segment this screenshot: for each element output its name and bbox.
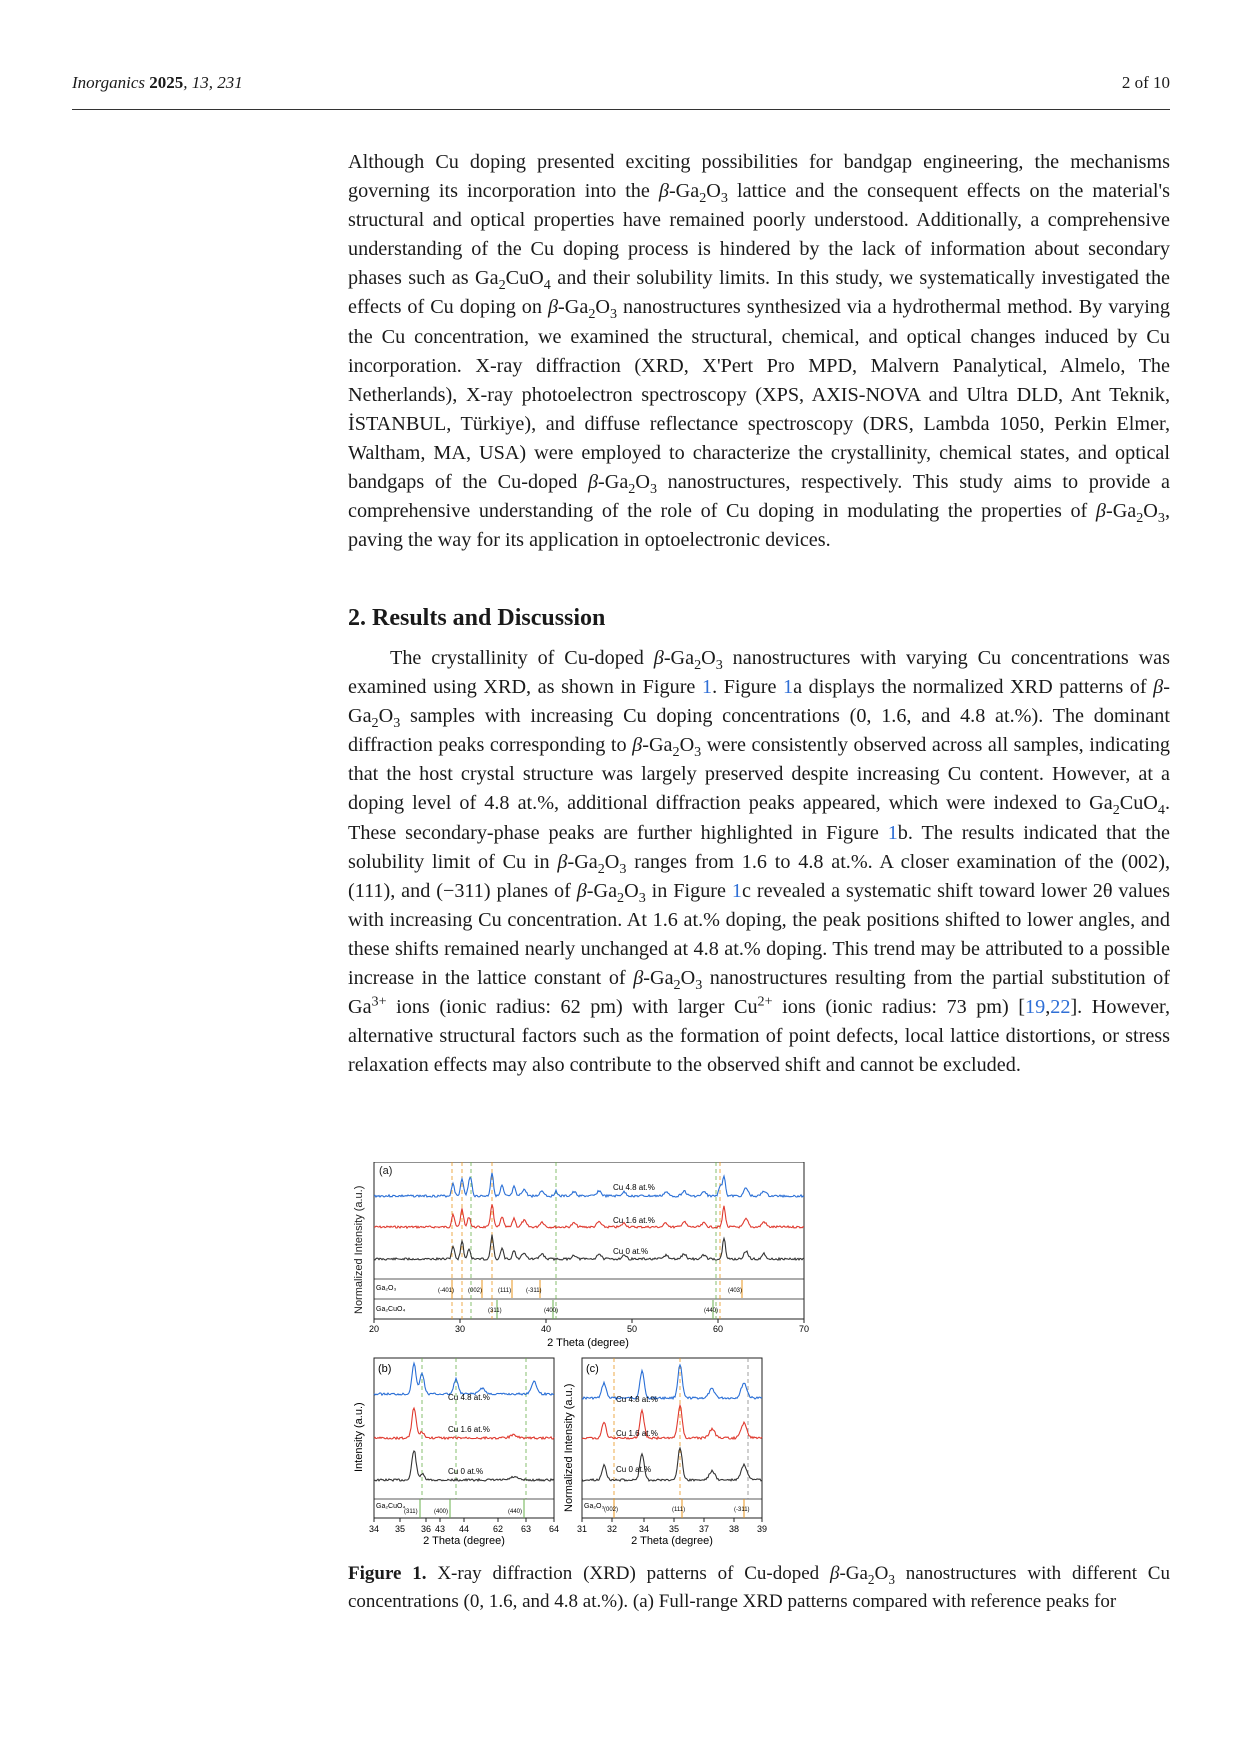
series-label-cu16: Cu 1.6 at.%: [448, 1425, 490, 1434]
ref-peak-label: (111): [498, 1288, 512, 1294]
panel-a-frame: [374, 1162, 804, 1319]
x-tick-label: 37: [698, 1524, 710, 1534]
paragraph-intro: Although Cu doping presented exciting possibilities for bandgap engineering, the mechanisms governing its incorporation into the $\beta-Ga_2O_3$ lattice and the consequent effects on the material's structural and optical properties have remained poorly understood. Additionally, a comprehensive understanding of the Cu doping process is hindered by the lack of information about secondary phases such as $Ga_2CuO_4$ and their solubility limits. In this study, we systematically investigated the effects of Cu doping on $\beta-Ga_2O_3$ nanostructures synthesized via a hydrothermal method. By varying the Cu concentration, we examined the structural, chemical, and optical changes induced by Cu incorporation. X-ray diffraction (XRD, X'Pert Pro MPD, Malvern Panalytical, Almelo, The Netherlands), X-ray photoelectron spectroscopy (XPS, AXIS-NOVA and Ultra DLD, Ant Teknik, İSTANBUL, Türkiye), and diffuse reflectance spectroscopy (DRS, Lambda 1050, Perkin Elmer, Waltham, MA, USA) were employed to characterize the crystallinity, chemical states, and optical bandgaps of the Cu-doped $\beta-Ga_2O_3$ nanostructures, respectively. This study aims to provide a comprehensive understanding of the role of Cu doping in modulating the properties of $\beta-Ga_2O_3$, paving the way for its application in optoelectronic devices.: [348, 151, 1171, 552]
panel-a: [353, 1162, 809, 1349]
journal-volume: 13: [191, 73, 209, 92]
ref-peak-label: (311): [488, 1308, 502, 1314]
series-line-cu48: [374, 1173, 804, 1197]
ref-peak-label: (311): [404, 1509, 418, 1515]
x-tick-label: 35: [668, 1524, 680, 1534]
x-tick-label: 43: [434, 1524, 446, 1534]
x-tick-label: 38: [728, 1524, 740, 1534]
ref-peak-label: (-311): [734, 1507, 750, 1513]
series-label-cu48: Cu 4.8 at.%: [448, 1393, 490, 1402]
ref-peak-label: (002): [468, 1288, 483, 1294]
page-number: 2 of 10: [1121, 73, 1170, 92]
series-line-cu16: [374, 1408, 554, 1439]
series-label-cu48: Cu 4.8 at.%: [613, 1183, 655, 1192]
panel-a-label: (a): [379, 1165, 393, 1177]
ref-peak-label: (-401): [438, 1288, 455, 1294]
panel-c-xlabel: 2 Theta (degree): [631, 1535, 713, 1547]
x-tick-label: 70: [798, 1324, 810, 1334]
x-tick-label: 32: [606, 1524, 618, 1534]
ref-peak-label: (440): [508, 1509, 523, 1515]
series-line-cu0: [374, 1235, 804, 1261]
x-tick-label: 44: [458, 1524, 470, 1534]
panel-c-ylabel: Normalized Intensity (a.u.): [563, 1383, 575, 1512]
reference-link[interactable]: 19: [1025, 996, 1046, 1019]
panel-c: [563, 1358, 767, 1547]
ref-peak-label: (403): [728, 1288, 743, 1294]
x-tick-label: 30: [454, 1324, 466, 1334]
series-line-cu48: [582, 1365, 762, 1399]
panel-b: [353, 1358, 559, 1547]
x-tick-label: 34: [638, 1524, 650, 1534]
series-label-cu16: Cu 1.6 at.%: [616, 1429, 658, 1438]
x-tick-label: 31: [576, 1524, 588, 1534]
xrd-figure-svg: [348, 1162, 818, 1552]
x-tick-label: 34: [368, 1524, 380, 1534]
ref-peak-label: (-311): [526, 1288, 542, 1294]
series-line-cu48: [374, 1363, 554, 1395]
reference-link[interactable]: 22: [1050, 996, 1071, 1019]
ref-ga2o3-name: Ga₂O₃: [584, 1503, 605, 1510]
figure-link[interactable]: 1: [887, 821, 898, 844]
series-line-cu0: [582, 1448, 762, 1481]
x-tick-label: 50: [626, 1324, 638, 1334]
article-number: 231: [217, 73, 243, 92]
figure-caption: Figure 1. X-ray diffraction (XRD) patterns of Cu-doped $\beta-Ga_2O_3$ nanostructures with different Cu concentrations (0, 1.6, and 4.8 at.%). (a) Full-range XRD patterns compared with reference peaks for: [348, 1563, 1170, 1612]
page-header: [72, 73, 1170, 110]
series-line-cu16: [582, 1405, 762, 1439]
ref-peak-label: (002): [604, 1507, 619, 1513]
x-tick-label: 35: [394, 1524, 406, 1534]
series-label-cu0: Cu 0 at.%: [448, 1467, 484, 1476]
figure-link[interactable]: 1: [783, 676, 794, 699]
journal-citation: Inorganics 2025, 13, 231: [72, 73, 243, 92]
panel-b-label: (b): [378, 1363, 392, 1375]
x-tick-label: 63: [520, 1524, 532, 1534]
panel-c-label: (c): [586, 1363, 599, 1375]
figure-link[interactable]: 1: [731, 879, 742, 902]
ref-peak-label: (400): [434, 1509, 449, 1515]
x-tick-label: 62: [492, 1524, 504, 1534]
ref-peak-label: (440): [704, 1308, 719, 1314]
figure-link[interactable]: 1: [701, 676, 713, 699]
series-label-cu0: Cu 0 at.%: [613, 1247, 649, 1256]
x-tick-label: 36: [420, 1524, 432, 1534]
x-tick-label: 20: [368, 1324, 380, 1334]
ref-peak-label: (111): [672, 1507, 686, 1513]
panel-b-xlabel: 2 Theta (degree): [423, 1535, 505, 1547]
panel-a-xlabel: 2 Theta (degree): [547, 1337, 629, 1349]
panel-b-ylabel: Intensity (a.u.): [353, 1402, 365, 1472]
journal-name: Inorganics: [72, 73, 146, 92]
ref-ga2cuo4-name: Ga₂CuO₄: [376, 1503, 406, 1510]
series-line-cu16: [374, 1204, 804, 1228]
series-label-cu0: Cu 0 at.%: [616, 1465, 652, 1474]
xrd-figure: [348, 1162, 818, 1552]
ref-ga2o3-name: Ga₂O₃: [376, 1285, 397, 1292]
ref-peak-label: (400): [544, 1308, 559, 1314]
series-label-cu16: Cu 1.6 at.%: [613, 1216, 655, 1225]
x-tick-label: 60: [712, 1324, 724, 1334]
paragraph-results: The crystallinity of Cu-doped $\beta-Ga_2O_3$ nanostructures with varying Cu concentrations was examined using XRD, as shown in Figure 1. Figure 1a displays the normalized XRD patterns of $\beta-Ga_2O_3$ samples with increasing Cu doping concentrations (0, 1.6, and 4.8 at.%). The dominant diffraction peaks corresponding to $\beta-Ga_2O_3$ were consistently observed across all samples, indicating that the host crystal structure was largely preserved despite increasing Cu content. However, at a doping level of 4.8 at.%, additional diffraction peaks appeared, which were indexed to $Ga_2CuO_4$. These secondary-phase peaks are further highlighted in Figure 1b. The results indicated that the solubility limit of Cu in $\beta-Ga_2O_3$ ranges from 1.6 to 4.8 at.%. A closer examination of the (002), (111), and (−311) planes of $\beta-Ga_2O_3$ in Figure 1c revealed a systematic shift toward lower 2θ values with increasing Cu concentration. At 1.6 at.% doping, the peak positions shifted to lower angles, and these shifts remained nearly unchanged at 4.8 at.% doping. This trend may be attributed to a possible increase in the lattice constant of $\beta-Ga_2O_3$ nanostructures resulting from the partial substitution of $Ga^{3+}$ ions (ionic radius: 62 pm) with larger $Cu^{2+}$ ions (ionic radius: 73 pm) [19,22]. However, alternative structural factors such as the formation of point defects, local lattice distortions, or stress relaxation effects may also contribute to the observed shift and cannot be excluded.: [348, 647, 1171, 1077]
series-label-cu48: Cu 4.8 at.%: [616, 1395, 658, 1404]
section-heading: 2. Results and Discussion: [348, 605, 606, 631]
panel-a-ylabel: Normalized Intensity (a.u.): [353, 1185, 365, 1314]
x-tick-label: 39: [756, 1524, 768, 1534]
x-tick-label: 40: [540, 1324, 552, 1334]
ref-ga2cuo4-name: Ga₂CuO₄: [376, 1306, 406, 1313]
journal-year: 2025: [149, 73, 184, 92]
x-tick-label: 64: [548, 1524, 560, 1534]
